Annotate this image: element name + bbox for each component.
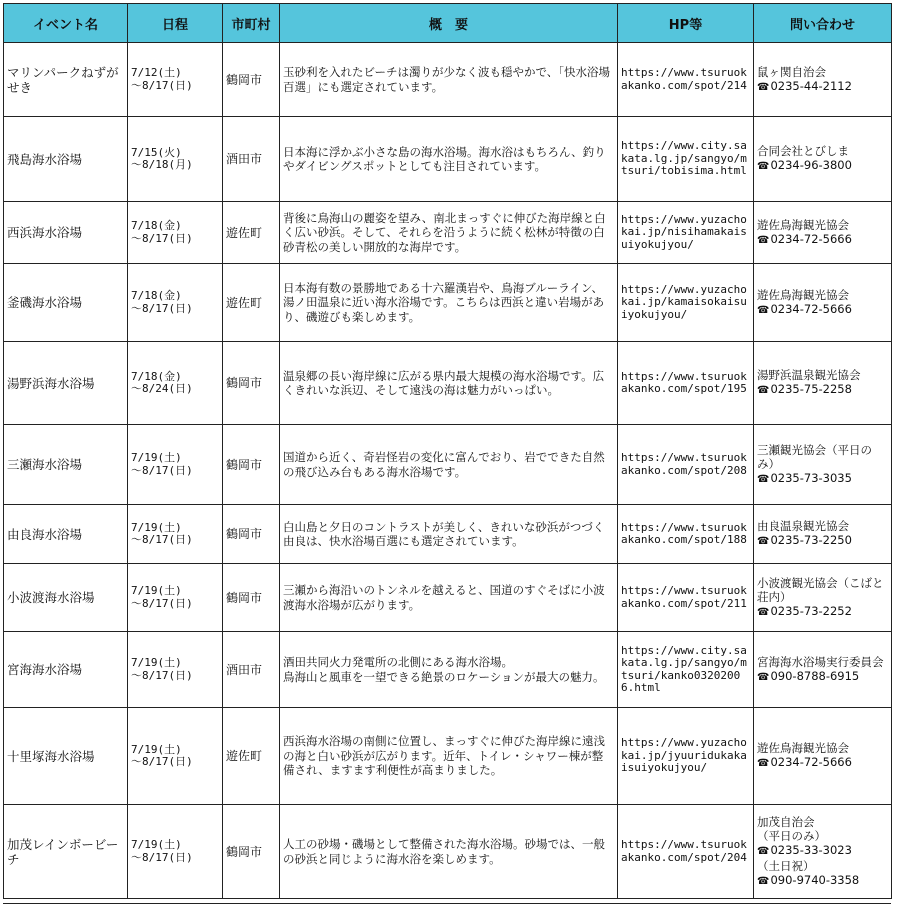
contact-tel: 0235-44-2112	[770, 78, 852, 93]
summary-cell	[280, 117, 618, 202]
summary-text: 国道から近く、奇岩怪岩の変化に富んでおり、岩でできた自然の飛び込み台もある海水浴場です。	[283, 450, 605, 479]
city-cell	[223, 342, 280, 425]
contact-tel-line	[757, 382, 888, 398]
date-cell	[128, 202, 223, 264]
contact-cell	[754, 708, 892, 805]
hp-link[interactable]: https://www.yuzachokai.jp/kamaisokaisuiyokujyou/	[621, 282, 747, 321]
city-name: 酒田市	[226, 662, 263, 677]
contact-name: 鼠ヶ関自治会	[757, 64, 826, 79]
date-start: 7/19(土)	[131, 656, 182, 669]
contact-cell	[754, 505, 892, 564]
hp-link[interactable]: https://www.tsuruokakanko.com/spot/204	[621, 838, 747, 864]
event-name: 釜磯海水浴場	[7, 295, 83, 310]
contact-tel: 0234-72-5666	[770, 301, 852, 316]
contact-tel: 0235-73-2252	[770, 603, 852, 618]
event-name-cell	[4, 117, 128, 202]
date-start: 7/12(土)	[131, 66, 182, 79]
date-cell	[128, 117, 223, 202]
summary-text: 日本海有数の景勝地である十六羅漢岩や、鳥海ブルーライン、湯ノ田温泉に近い海水浴場です。こちらは西浜と違い岩場があり、磯遊びも楽しめます。	[283, 280, 605, 324]
contact-tel-line	[757, 79, 888, 95]
event-name-cell	[4, 564, 128, 632]
summary-text: 酒田共同火力発電所の北側にある海水浴場。 鳥海山と風車を一望できる絶景のロケーションが最大の魅力。	[283, 655, 605, 684]
city-cell	[223, 805, 280, 899]
event-name: 由良海水浴場	[7, 526, 83, 542]
hp-link[interactable]: https://www.yuzachokai.jp/jyuuridukakaisuiyokujyou/	[621, 736, 747, 775]
contact-note-2: （土日祝）	[757, 858, 815, 873]
contact-tel: 0235-75-2258	[770, 382, 852, 396]
hp-cell	[618, 202, 754, 264]
summary-text: 温泉郷の長い海岸線に広がる県内最大規模の海水浴場です。広くきれいな浜辺、そして遠浅の海は魅力がいっぱい。	[283, 368, 605, 397]
contact-cell	[754, 117, 892, 202]
table-row	[4, 632, 892, 708]
table-row	[4, 564, 892, 632]
contact-cell	[754, 805, 892, 899]
table-row	[4, 43, 892, 117]
contact-tel: 0235-73-3035	[770, 470, 852, 485]
city-cell	[223, 264, 280, 342]
table-row	[4, 708, 892, 805]
contact-tel: 0234-72-5666	[770, 755, 852, 769]
summary-cell	[280, 425, 618, 505]
summary-cell	[280, 632, 618, 708]
summary-cell	[280, 805, 618, 899]
header-contact: 問い合わせ	[754, 4, 892, 43]
contact-cell	[754, 264, 892, 342]
table-row	[4, 202, 892, 264]
event-name-cell	[4, 342, 128, 425]
date-end: ～8/17(日)	[131, 231, 193, 245]
contact-name: 遊佐鳥海観光協会	[757, 741, 849, 755]
date-end: ～8/17(日)	[131, 463, 193, 477]
hp-cell	[618, 505, 754, 564]
city-name: 鶴岡市	[226, 457, 263, 472]
summary-cell	[280, 264, 618, 342]
phone-icon: ☎	[757, 875, 770, 887]
contact-cell	[754, 632, 892, 708]
contact-tel-line	[757, 471, 888, 487]
hp-link[interactable]: https://www.tsuruokakanko.com/spot/195	[621, 369, 747, 395]
date-cell	[128, 708, 223, 805]
contact-tel: 0235-73-2250	[770, 533, 852, 547]
date-cell	[128, 564, 223, 632]
date-cell	[128, 632, 223, 708]
date-end: ～8/17(日)	[131, 78, 193, 92]
date-cell	[128, 425, 223, 505]
table-row	[4, 117, 892, 202]
phone-icon: ☎	[757, 234, 770, 246]
date-start: 7/19(土)	[131, 451, 182, 464]
event-name-cell	[4, 43, 128, 117]
date-end: ～8/17(日)	[131, 533, 193, 546]
date-end: ～8/18(月)	[131, 158, 193, 171]
contact-name: 由良温泉観光協会	[757, 519, 849, 533]
hp-link[interactable]: https://www.city.sakata.lg.jp/sangyo/mtsuri/kanko03202006.html	[621, 643, 747, 694]
event-name: 宮海海水浴場	[7, 662, 83, 677]
city-cell	[223, 632, 280, 708]
contact-name: 湯野浜温泉観光協会	[757, 368, 861, 382]
header-summary: 概 要	[280, 4, 618, 43]
table-row	[4, 264, 892, 342]
header-row	[4, 4, 892, 43]
summary-text: 西浜海水浴場の南側に位置し、まっすぐに伸びた海岸線に遠浅の海と白い砂浜が広がります。近年、トイレ・シャワー棟が整備され、ますます利便性が高まりました。	[283, 734, 605, 778]
phone-icon: ☎	[757, 473, 770, 485]
date-end: ～8/17(日)	[131, 596, 193, 610]
contact-tel-line	[757, 232, 888, 248]
table-body	[4, 43, 892, 899]
date-end: ～8/17(日)	[131, 850, 193, 864]
phone-icon: ☎	[757, 304, 770, 316]
city-name: 鶴岡市	[226, 844, 263, 859]
contact-name: 小波渡観光協会（こばと荘内）	[757, 575, 884, 604]
date-start: 7/18(金)	[131, 219, 182, 232]
contact-name: 宮海海水浴場実行委員会	[757, 654, 884, 669]
event-name: 三瀬海水浴場	[7, 457, 83, 472]
summary-cell	[280, 342, 618, 425]
hp-cell	[618, 805, 754, 899]
date-cell	[128, 342, 223, 425]
city-cell	[223, 117, 280, 202]
contact-name: 遊佐鳥海観光協会	[757, 287, 849, 302]
hp-link[interactable]: https://www.tsuruokakanko.com/spot/188	[621, 520, 747, 546]
phone-icon: ☎	[757, 536, 770, 547]
date-start: 7/19(土)	[131, 584, 182, 597]
contact-tel: 090-8788-6915	[770, 668, 860, 683]
hp-link[interactable]: https://www.tsuruokakanko.com/spot/211	[621, 584, 747, 610]
hp-cell	[618, 117, 754, 202]
date-start: 7/18(金)	[131, 289, 182, 302]
event-name-cell	[4, 708, 128, 805]
phone-icon: ☎	[757, 671, 770, 683]
date-start: 7/15(火)	[131, 145, 182, 159]
summary-text: 三瀬から海沿いのトンネルを越えると、国道のすぐそばに小波渡海水浴場が広がります。	[283, 583, 605, 612]
hp-link[interactable]: https://www.yuzachokai.jp/nisihamakaisuiyokujyou/	[621, 212, 747, 251]
city-cell	[223, 564, 280, 632]
contact-tel-line	[757, 158, 888, 174]
date-cell	[128, 505, 223, 564]
hp-link[interactable]: https://www.city.sakata.lg.jp/sangyo/mtsuri/tobisima.html	[621, 139, 747, 178]
phone-icon: ☎	[757, 161, 770, 172]
date-start: 7/19(土)	[131, 838, 182, 851]
event-name: 西浜海水浴場	[7, 225, 83, 240]
contact-tel-line	[757, 843, 888, 859]
table-row	[4, 505, 892, 564]
date-end: ～8/17(日)	[131, 301, 193, 315]
event-name-cell	[4, 425, 128, 505]
event-name-cell	[4, 632, 128, 708]
city-name: 鶴岡市	[226, 72, 263, 87]
city-name: 鶴岡市	[226, 376, 263, 390]
contact-name: 加茂自治会	[757, 814, 815, 829]
event-name: 小波渡海水浴場	[7, 590, 95, 605]
table-row	[4, 425, 892, 505]
city-name: 鶴岡市	[226, 590, 263, 605]
event-name-cell	[4, 505, 128, 564]
contact-tel-line	[757, 533, 888, 549]
contact-tel-2: 090-9740-3358	[770, 872, 860, 887]
bottom-divider	[3, 903, 891, 904]
summary-cell	[280, 708, 618, 805]
hp-link[interactable]: https://www.tsuruokakanko.com/spot/214	[621, 66, 747, 92]
city-name: 遊佐町	[226, 225, 263, 240]
event-name-cell	[4, 202, 128, 264]
contact-tel-line	[757, 755, 888, 771]
date-end: ～8/17(日)	[131, 668, 193, 682]
event-name: 加茂レインボービーチ	[7, 836, 119, 867]
hp-link[interactable]: https://www.tsuruokakanko.com/spot/208	[621, 451, 747, 477]
phone-icon: ☎	[757, 606, 770, 618]
city-cell	[223, 505, 280, 564]
phone-icon: ☎	[757, 385, 770, 396]
city-cell	[223, 708, 280, 805]
city-cell	[223, 202, 280, 264]
hp-cell	[618, 632, 754, 708]
contact-tel-line	[757, 669, 888, 685]
header-event-name: イベント名	[4, 4, 128, 43]
contact-cell	[754, 342, 892, 425]
city-name: 遊佐町	[226, 749, 263, 763]
contact-name: 三瀬観光協会（平日のみ）	[757, 442, 872, 471]
contact-tel: 0234-72-5666	[770, 231, 852, 246]
city-cell	[223, 43, 280, 117]
beach-events-table	[3, 3, 892, 899]
header-hp: HP等	[618, 4, 754, 43]
date-start: 7/19(土)	[131, 742, 182, 756]
date-end: ～8/17(日)	[131, 755, 193, 768]
hp-cell	[618, 425, 754, 505]
contact-tel: 0235-33-3023	[770, 842, 852, 857]
contact-cell	[754, 425, 892, 505]
hp-cell	[618, 564, 754, 632]
summary-cell	[280, 43, 618, 117]
date-end: ～8/24(日)	[131, 382, 193, 395]
phone-icon: ☎	[757, 81, 770, 93]
summary-text: 人工の砂場・磯場として整備された海水浴場。砂場では、一般の砂浜と同じように海水浴を楽しめます。	[283, 837, 605, 866]
event-name: 飛島海水浴場	[7, 151, 83, 167]
event-name-cell	[4, 805, 128, 899]
contact-name: 遊佐鳥海観光協会	[757, 217, 849, 232]
table-row	[4, 805, 892, 899]
summary-cell	[280, 505, 618, 564]
date-start: 7/19(土)	[131, 520, 182, 534]
contact-tel-line	[757, 604, 888, 620]
contact-name: 合同会社とびしま	[757, 144, 849, 158]
contact-tel: 0234-96-3800	[770, 158, 852, 172]
hp-cell	[618, 43, 754, 117]
contact-cell	[754, 202, 892, 264]
header-city: 市町村	[223, 4, 280, 43]
city-name: 酒田市	[226, 152, 263, 166]
contact-tel-line-2	[757, 873, 888, 889]
summary-text: 玉砂利を入れたビーチは濁りが少なく波も穏やかで、「快水浴場百選」にも選定されています。	[283, 65, 611, 94]
summary-text: 日本海に浮かぶ小さな島の海水浴場。海水浴はもちろん、釣りやダイビングスポットとしても注目されています。	[283, 144, 606, 173]
phone-icon: ☎	[757, 845, 770, 857]
date-cell	[128, 43, 223, 117]
table-row	[4, 342, 892, 425]
hp-cell	[618, 708, 754, 805]
date-start: 7/18(金)	[131, 369, 182, 383]
summary-text: 白山島と夕日のコントラストが美しく、きれいな砂浜がつづく由良は、快水浴場百選にも選定されています。	[283, 519, 605, 548]
city-name: 遊佐町	[226, 295, 263, 310]
event-name: 湯野浜海水浴場	[7, 375, 95, 391]
phone-icon: ☎	[757, 758, 770, 769]
event-name: マリンパークねずがせき	[7, 64, 119, 95]
date-cell	[128, 805, 223, 899]
header-date: 日程	[128, 4, 223, 43]
hp-cell	[618, 264, 754, 342]
contact-cell	[754, 564, 892, 632]
event-name-cell	[4, 264, 128, 342]
city-cell	[223, 425, 280, 505]
hp-cell	[618, 342, 754, 425]
summary-text: 背後に鳥海山の麗姿を望み、南北まっすぐに伸びた海岸線と白く広い砂浜。そして、それらを沿うように続く松林が特徴の白砂青松の美しい開放的な海岸です。	[283, 210, 606, 254]
date-cell	[128, 264, 223, 342]
summary-cell	[280, 202, 618, 264]
event-name: 十里塚海水浴場	[7, 748, 95, 764]
contact-cell	[754, 43, 892, 117]
summary-cell	[280, 564, 618, 632]
contact-note: （平日のみ）	[757, 828, 826, 843]
contact-tel-line	[757, 302, 888, 318]
city-name: 鶴岡市	[226, 527, 263, 541]
